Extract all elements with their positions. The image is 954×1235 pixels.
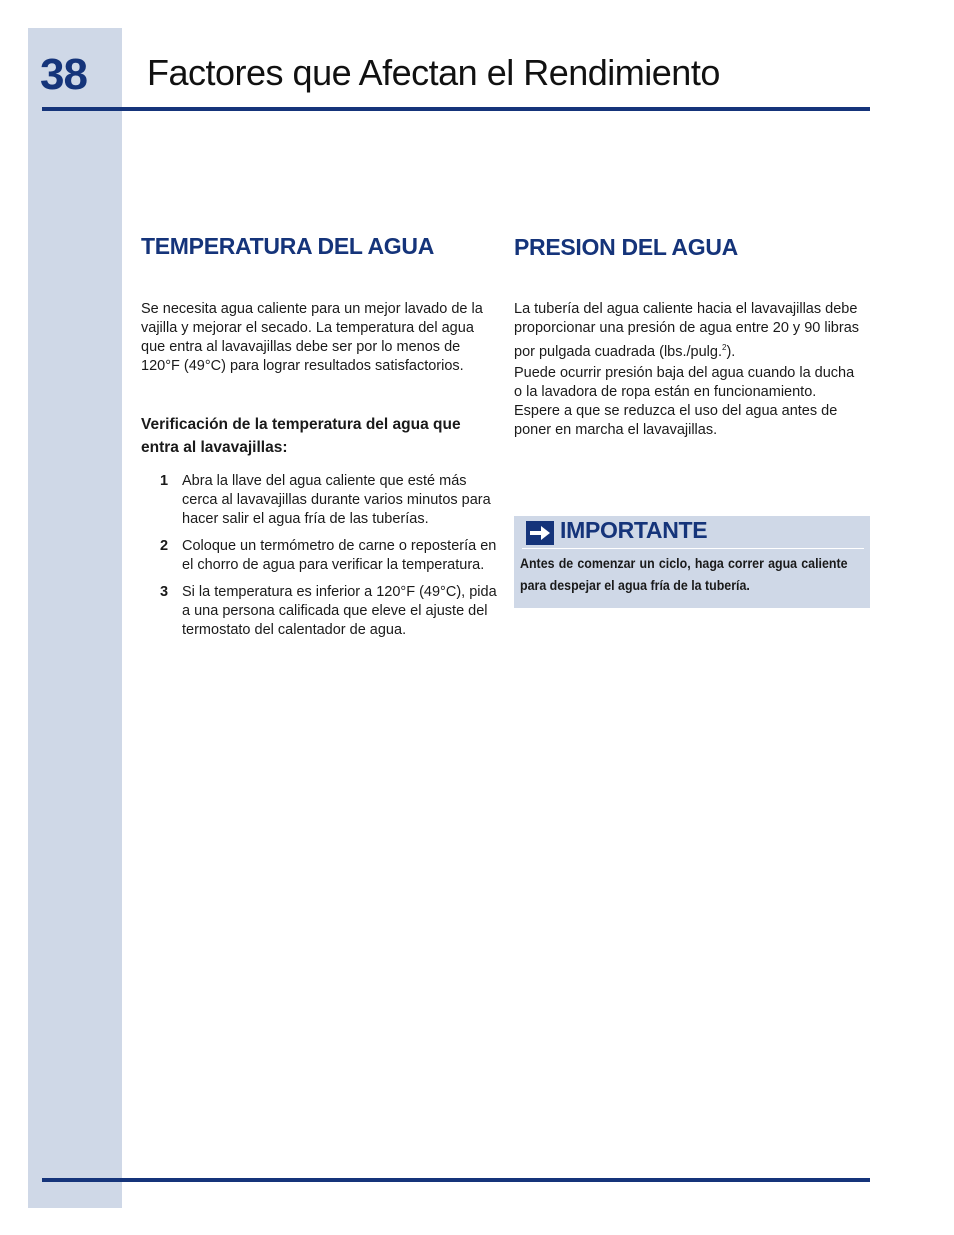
page-number: 38 bbox=[40, 50, 87, 99]
header-rule bbox=[42, 107, 870, 111]
step-number: 1 bbox=[160, 473, 169, 489]
important-text: Antes de comenzar un ciclo, haga correr agua caliente para despejar el agua fría de la tubería. bbox=[520, 556, 848, 593]
list-item bbox=[160, 472, 500, 529]
footer-rule bbox=[42, 1178, 870, 1182]
pressure-para-1-end: ). bbox=[726, 343, 736, 360]
step-number: 2 bbox=[160, 538, 169, 554]
list-item bbox=[160, 583, 500, 640]
temperature-heading: TEMPERATURA DEL AGUA bbox=[141, 233, 435, 259]
important-box bbox=[514, 516, 870, 608]
important-rule bbox=[522, 548, 864, 549]
pressure-heading: PRESION DEL AGUA bbox=[514, 234, 738, 260]
step-text: Abra la llave del agua caliente que esté más cerca al lavavajillas durante varios minutos para hacer salir el agua fría de las tuberías. bbox=[182, 473, 491, 527]
verification-subheading: Verificación de la temperatura del agua que entra al lavavajillas: bbox=[141, 416, 461, 456]
superscript: 2 bbox=[721, 343, 727, 352]
temperature-intro: Se necesita agua caliente para un mejor lavado de la vajilla y mejorar el secado. La temperatura del agua que entra al lavavajillas debe ser por lo menos de 120°F (49°C) para lograr resultados satisfactorios. bbox=[141, 301, 483, 374]
step-text: Coloque un termómetro de carne o repostería en el chorro de agua para verificar la temperatura. bbox=[182, 538, 497, 573]
arrow-right-icon bbox=[526, 521, 554, 545]
pressure-para-2: Puede ocurrir presión baja del agua cuando la ducha o la lavadora de ropa están en funcionamiento. Espere a que se reduzca el uso del agua antes de poner en marcha el lavavajillas. bbox=[514, 365, 855, 438]
important-title: IMPORTANTE bbox=[560, 517, 708, 543]
list-item bbox=[160, 537, 500, 575]
side-band bbox=[28, 28, 122, 1208]
page-title: Factores que Afectan el Rendimiento bbox=[147, 52, 720, 93]
step-number: 3 bbox=[160, 584, 169, 600]
step-text: Si la temperatura es inferior a 120°F (49°C), pida a una persona calificada que eleve el ajuste del termostato del calentador de agua. bbox=[182, 584, 497, 638]
pressure-para-1 bbox=[514, 300, 864, 362]
pressure-para-1-main: La tubería del agua caliente hacia el lavavajillas debe proporcionar una presión de agua entre 20 y 90 libras por pulgada cuadrada (lbs./pulg. bbox=[514, 301, 860, 360]
verification-steps bbox=[160, 472, 500, 648]
